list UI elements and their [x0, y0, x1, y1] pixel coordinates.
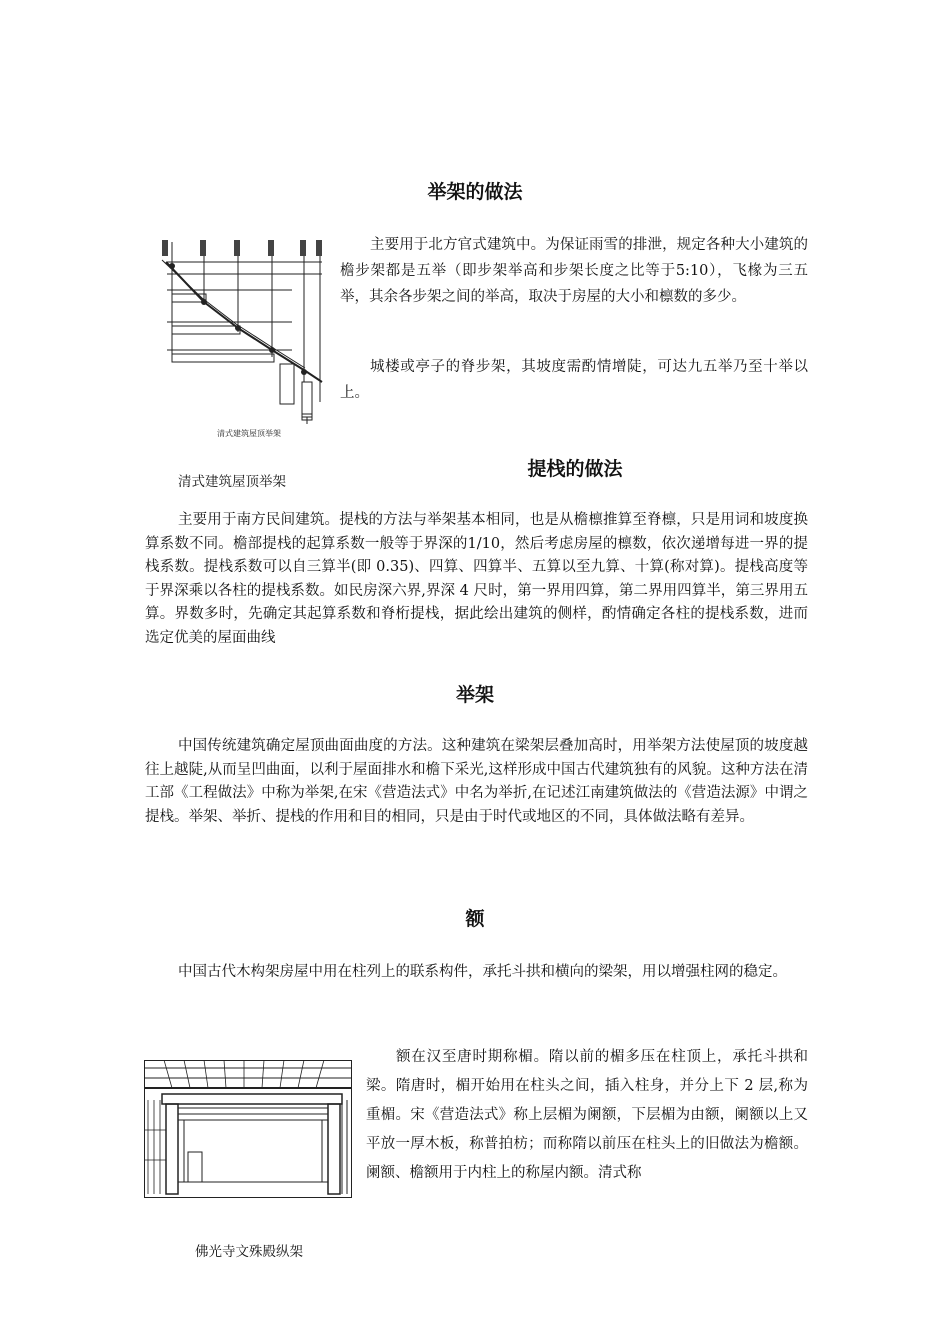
section-title-e: 额 — [465, 908, 485, 930]
section-4-paragraph-1: 中国古代木构架房屋中用在柱列上的联系构件，承托斗拱和横向的梁架，用以增强柱网的稳定。 — [178, 964, 787, 980]
section-3-paragraph-1: 中国传统建筑确定屋顶曲面曲度的方法。这种建筑在梁架层叠加高时，用举架方法使屋顶的坡度越往上越陡,从而呈凹曲面，以利于屋面排水和檐下采光,这样形成中国古代建筑独有的风貌。这种方法在清工部《工程做法》中称为举架,在宋《营造法式》中名为举折,在记述江南建筑做法的《营造法源》中谓之提栈。举架、举折、提栈的作用和目的相同，只是由于时代或地区的不同，具体做法略有差异。 — [145, 738, 808, 825]
diagram-caption: 清式建筑屋顶举架 — [178, 474, 286, 490]
section-2-paragraph-1: 主要用于南方民间建筑。提栈的方法与举架基本相同，也是从檐檩推算至脊檩，只是用词和坡度换算系数不同。檐部提栈的起算系数一般等于界深的1/10，然后考虑房屋的檩数，依次递增每进一界的提栈系数。提栈系数可以自三算半(即 0.35)、四算、四算半、五算以至九算、十算(称对算)。提栈高度等于界深乘以各柱的提栈系数。如民房深六界,界深 4 尺时，第一界用四算，第二界用四算半，第三界用五算。界数多时，先确定其起算系数和脊桁提栈，据此绘出建筑的侧样，酌情确定各柱的提栈系数，进而选定优美的屋面曲线 — [145, 512, 808, 646]
frame-illustration-caption: 佛光寺文殊殿纵架 — [195, 1244, 303, 1260]
foguang-temple-frame-illustration — [144, 1060, 352, 1198]
roof-section-drawing — [142, 232, 327, 442]
section-4-paragraph-2: 额在汉至唐时期称楣。隋以前的楣多压在柱顶上，承托斗拱和梁。隋唐时，楣开始用在柱头之间，插入柱身，并分上下 2 层,称为重楣。宋《营造法式》称上层楣为阑额，下层楣为由额，阑额以上又平放一厚木板，称普拍枋；而称隋以前压在柱头上的旧做法为檐额。阑额、檐额用于内柱上的称屋内额。清式称 — [366, 1049, 808, 1181]
section-1-paragraph-1: 主要用于北方官式建筑中。为保证雨雪的排泄，规定各种大小建筑的檐步架都是五举（即步架举高和步架长度之比等于5:10），飞椽为三五举，其余各步架之间的举高，取决于房屋的大小和檩数的多少。 — [340, 237, 808, 305]
section-1-paragraph-2: 城楼或亭子的脊步架，其坡度需酌情增陡，可达九五举乃至十举以上。 — [340, 359, 808, 401]
section-title-tizhan-method: 提栈的做法 — [527, 458, 623, 480]
section-title-jujia: 举架 — [455, 684, 494, 706]
hall-frame-drawing — [144, 1060, 352, 1198]
qing-roof-jujia-diagram — [142, 232, 327, 442]
section-title-jujia-method: 举架的做法 — [427, 181, 523, 203]
diagram-inner-caption: 清式建筑屋顶举架 — [217, 429, 281, 438]
